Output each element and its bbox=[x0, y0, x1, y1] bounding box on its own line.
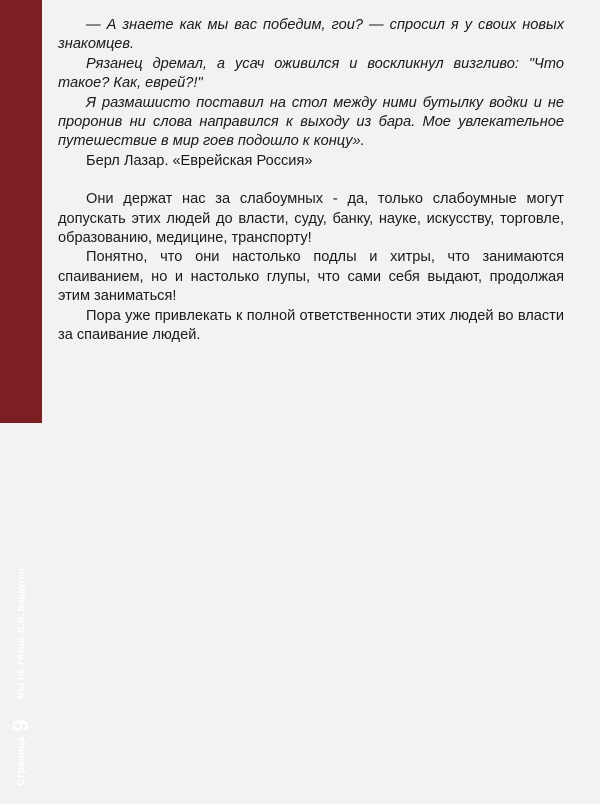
paragraph-gap bbox=[58, 171, 564, 190]
book-title: МЫ НЕ РАБЫ. В.И. Вардугин bbox=[16, 568, 26, 700]
quote-paragraph: Я размашисто поставил на стол между ними бутылку водки и не проронив ни слова направился к выходу из бара. Мое увлекательное путешествие в мир гоев подошло к концу». bbox=[58, 94, 564, 150]
sidebar bbox=[0, 0, 42, 786]
page-number: 9 bbox=[8, 719, 33, 732]
page-label: Страница bbox=[15, 736, 27, 786]
quote-attribution: Берл Лазар. «Еврейская Россия» bbox=[86, 152, 313, 169]
page-text bbox=[58, 16, 564, 346]
body-paragraph: Пора уже привлекать к полной ответственности этих людей во власти за спаивание людей. bbox=[58, 307, 564, 344]
quote-paragraph: Рязанец дремал, а усач оживился и воскликнул визгливо: "Что такое? Как, еврей?!" bbox=[58, 55, 564, 92]
sidebar-text bbox=[0, 381, 42, 804]
quote-paragraph: — А знаете как мы вас победим, гои? — спросил я у своих новых знакомцев. bbox=[58, 17, 564, 53]
body-paragraph: Понятно, что они настолько подлы и хитры, что занимаются спаиванием, но и настолько глупы, что сами себя выдают, продолжая этим заниматься! bbox=[58, 249, 564, 305]
body-paragraph: Они держат нас за слабоумных - да, только слабоумные могут допускать этих людей до власти, суду, банку, науке, искусству, торговле, образованию, медицине, транспорту! bbox=[58, 191, 564, 247]
